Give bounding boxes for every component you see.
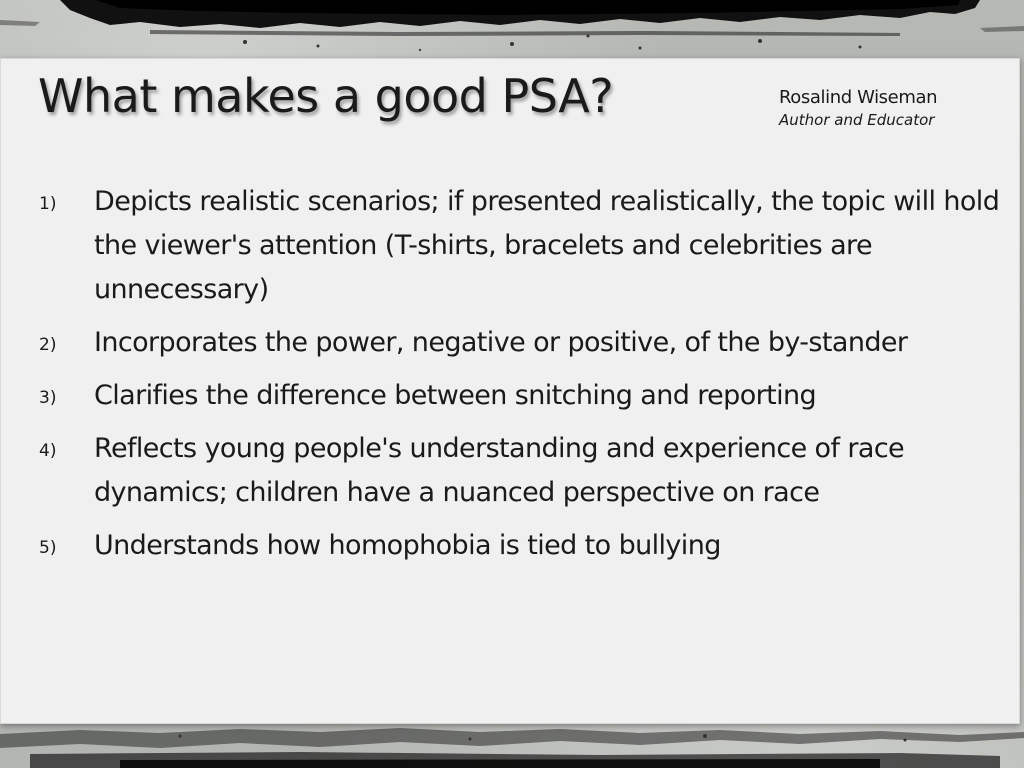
list-item bbox=[0, 180, 1010, 312]
list-item bbox=[0, 524, 1010, 568]
author-name: Rosalind Wiseman bbox=[779, 87, 938, 108]
list-item-number: 4) bbox=[39, 441, 57, 461]
author-role: Author and Educator bbox=[779, 111, 935, 129]
list-item bbox=[0, 427, 1010, 515]
list-item-number: 3) bbox=[39, 388, 57, 408]
list-item bbox=[0, 374, 1010, 418]
list-item bbox=[0, 321, 1010, 365]
list-item-text: Reflects young people's understanding and experience of race dynamics; children have a nuanced perspective on race bbox=[94, 433, 905, 508]
author-block bbox=[779, 86, 937, 130]
list-item-text: Depicts realistic scenarios; if presented realistically, the topic will hold the viewer's attention (T-shirts, bracelets and celebrities are unnecessary) bbox=[94, 186, 1000, 305]
list-item-number: 2) bbox=[39, 335, 57, 355]
grunge-border-bottom bbox=[0, 724, 1024, 768]
list-item-number: 1) bbox=[39, 194, 57, 214]
list-item-text: Incorporates the power, negative or positive, of the by-stander bbox=[94, 327, 908, 358]
grunge-border-top bbox=[0, 0, 1024, 60]
psa-criteria-list bbox=[0, 180, 1010, 577]
list-item-number: 5) bbox=[39, 538, 57, 558]
list-item-text: Clarifies the difference between snitching and reporting bbox=[94, 380, 817, 411]
slide-title: What makes a good PSA? bbox=[38, 69, 614, 123]
list-item-text: Understands how homophobia is tied to bullying bbox=[94, 530, 721, 561]
